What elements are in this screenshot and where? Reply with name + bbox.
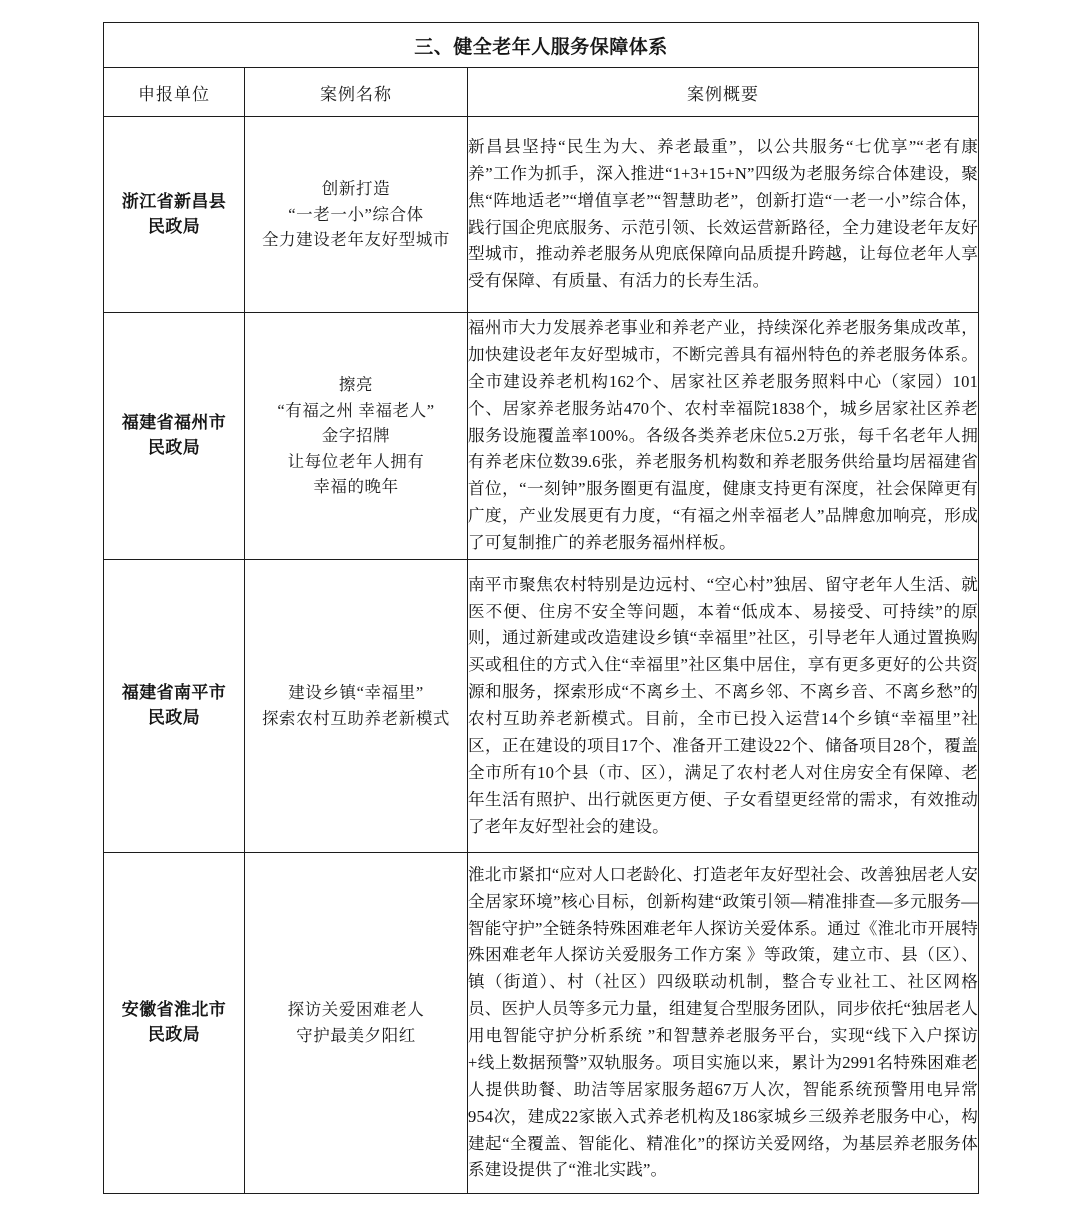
unit-line: 民政局 — [147, 708, 201, 727]
cell-unit — [104, 560, 245, 853]
case-name-line: 全力建设老年友好型城市 — [261, 230, 451, 250]
table-header-row — [104, 68, 979, 117]
cell-case-name — [245, 560, 468, 853]
table-row — [104, 560, 979, 853]
table-row — [104, 117, 979, 313]
case-name-line: 幸福的晚年 — [313, 477, 399, 497]
unit-line: 福建省福州市 — [121, 413, 227, 433]
unit-line: 民政局 — [147, 1025, 201, 1044]
cell-case-name — [245, 313, 468, 560]
unit-line: 安徽省淮北市 — [121, 1000, 227, 1020]
cell-unit — [104, 853, 245, 1194]
case-name-line: 擦亮 — [338, 375, 374, 395]
case-table — [103, 22, 979, 1194]
unit-line: 浙江省新昌县 — [121, 191, 227, 211]
case-name-line: 守护最美夕阳红 — [296, 1026, 416, 1045]
cell-case-name — [245, 853, 468, 1194]
case-name-line: 探索农村互助养老新模式 — [261, 709, 451, 728]
cell-summary: 福州市大力发展养老事业和养老产业，持续深化养老服务集成改革，加快建设老年友好型城市，不断完善具有福州特色的养老服务体系。全市建设养老机构162个、居家社区养老服务照料中心（家园）101个、居家养老服务站470个、农村幸福院1838个，城乡居家社区养老服务设施覆盖率100%。各级各类养老床位5.2万张，每千名老年人拥有养老床位数39.6张，养老服务机构数和养老服务供给量均居福建省首位，“一刻钟”服务圈更有温度，健康支持更有深度，社会保障更有广度，产业发展更有力度，“有福之州幸福老人”品牌愈加响亮，形成了可复制推广的养老服务福州样板。 — [468, 313, 979, 560]
case-name-line: 创新打造 — [321, 179, 391, 199]
unit-line: 民政局 — [147, 438, 201, 457]
cell-case-name — [245, 117, 468, 313]
cell-summary: 新昌县坚持“民生为大、养老最重”，以公共服务“七优享”“老有康养”工作为抓手，深入推进“1+3+15+N”四级为老服务综合体建设，聚焦“阵地适老”“增值享老”“智慧助老”，创新打造“一老一小”综合体，践行国企兜底服务、示范引领、长效运营新路径，全力建设老年友好型城市，推动养老服务从兜底保障向品质提升跨越，让每位老年人享受有保障、有质量、有活力的长寿生活。 — [468, 117, 979, 313]
case-name-line: 金字招牌 — [321, 426, 391, 446]
case-name-line: “有福之州 幸福老人” — [277, 400, 435, 420]
case-name-line: 让每位老年人拥有 — [287, 451, 425, 471]
cell-summary: 南平市聚焦农村特别是边远村、“空心村”独居、留守老年人生活、就医不便、住房不安全等问题，本着“低成本、易接受、可持续”的原则，通过新建或改造建设乡镇“幸福里”社区，引导老年人通过置换购买或租住的方式入住“幸福里”社区集中居住，享有更多更好的公共资源和服务，探索形成“不离乡土、不离乡邻、不离乡音、不离乡愁”的农村互助养老新模式。目前，全市已投入运营14个乡镇“幸福里”社区，正在建设的项目17个、准备开工建设22个、储备项目28个，覆盖全市所有10个县（市、区），满足了农村老人对住房安全有保障、老年生活有照护、出行就医更方便、子女看望更经常的需求，有效推动了老年友好型社会的建设。 — [468, 560, 979, 853]
unit-line: 福建省南平市 — [121, 683, 227, 703]
column-header-summary: 案例概要 — [468, 68, 979, 117]
table-row — [104, 313, 979, 560]
case-name-line: 探访关爱困难老人 — [287, 1000, 425, 1020]
table-row — [104, 853, 979, 1194]
column-header-unit: 申报单位 — [104, 68, 245, 117]
cell-unit — [104, 117, 245, 313]
column-header-case-name: 案例名称 — [245, 68, 468, 117]
table-title-row — [104, 23, 979, 68]
case-name-line: 建设乡镇“幸福里” — [288, 683, 424, 703]
section-title: 三、健全老年人服务保障体系 — [104, 23, 979, 68]
cell-summary: 淮北市紧扣“应对人口老龄化、打造老年友好型社会、改善独居老人安全居家环境”核心目标，创新构建“政策引领—精准排查—多元服务—智能守护”全链条特殊困难老年人探访关爱体系。通过《淮北市开展特殊困难老年人探访关爱服务工作方案 》等政策，建立市、县（区）、镇（街道）、村（社区）四级联动机制，整合专业社工、社区网格员、医护人员等多元力量，组建复合型服务团队，同步依托“独居老人用电智能守护分析系统 ”和智慧养老服务平台，实现“线下入户探访+线上数据预警”双轨服务。项目实施以来，累计为2991名特殊困难老人提供助餐、助洁等居家服务超67万人次，智能系统预警用电异常954次，建成22家嵌入式养老机构及186家城乡三级养老服务中心，构建起“全覆盖、智能化、精准化”的探访关爱网络，为基层养老服务体系建设提供了“淮北实践”。 — [468, 853, 979, 1194]
unit-line: 民政局 — [147, 216, 201, 236]
case-name-line: “一老一小”综合体 — [288, 204, 424, 224]
cell-unit — [104, 313, 245, 560]
